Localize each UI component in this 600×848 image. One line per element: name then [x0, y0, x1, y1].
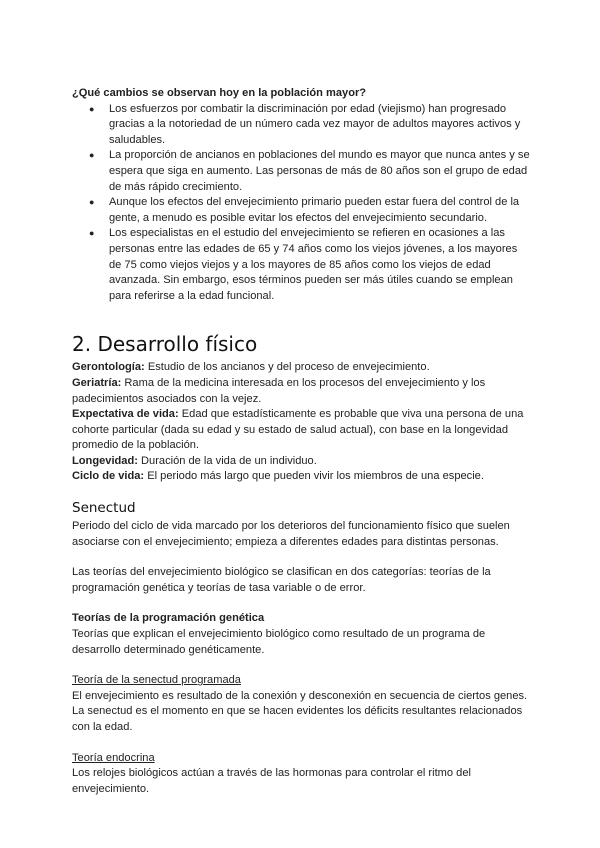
definition-term: Gerontología: [72, 361, 145, 374]
list-item: ● La proporción de ancianos en poblaciones del mundo es mayor que nunca antes y se espera que siga en aumento. Las personas de más de 80 años son el grupo de edad de más rápido crecimiento. [109, 148, 532, 195]
theories-heading: Teorías de la programación genética [72, 612, 265, 625]
paragraph: Las teorías del envejecimiento biológico se clasifican en dos categorías: teorías de la programación genética y teorías de tasa variable o de error. [72, 566, 491, 594]
list-item: ● Los especialistas en el estudio del envejecimiento se refieren en ocasiones a las personas entre las edades de 65 y 74 años como los viejos jóvenes, a los mayores de 75 como viejos viejos y a los mayores de 85 años como los viejos de edad avanzada. Sin embargo, esos términos pueden ser más útiles cuando se emplean para referirse a la edad funcional. [109, 226, 532, 304]
definition-longevidad [72, 454, 532, 470]
definition-ciclo [72, 469, 532, 485]
definition-text: Rama de la medicina interesada en los procesos del envejecimiento y los padecimientos asociados con la vejez. [72, 376, 486, 405]
list-item: ● Aunque los efectos del envejecimiento primario pueden estar fuera del control de la gente, a menudo es posible evitar los efectos del envejecimiento secundario. [109, 195, 532, 226]
definition-geriatria [72, 376, 532, 407]
theory-title: Teoría endocrina [72, 751, 155, 764]
list-item: ● Los esfuerzos por combatir la discriminación por edad (viejismo) han progresado gracias a la notoriedad de un número cada vez mayor de adultos mayores activos y saludables. [109, 102, 532, 149]
theory-title: Teoría de la senectud programada [72, 674, 241, 687]
paragraph: Periodo del ciclo de vida marcado por los deterioros del funcionamiento físico que suelen asociarse con el envejecimiento; empieza a diferentes edades para distintas personas. [72, 520, 510, 548]
definition-text: Duración de la vida de un individuo. [137, 454, 317, 467]
definition-expectativa [72, 407, 532, 454]
definition-text: Edad que estadísticamente es probable que viva una persona de una cohorte particular (dada su edad y su estado de salud actual), con base en la longevidad promedio de la población. [72, 408, 524, 452]
section-title: 2. Desarrollo físico [72, 332, 258, 357]
paragraph: Teorías que explican el envejecimiento biológico como resultado de un programa de desarrollo determinado genéticamente. [72, 628, 486, 656]
definition-term: Longevidad: [72, 454, 138, 467]
definition-term: Expectativa de vida: [72, 408, 179, 421]
question-heading: ¿Qué cambios se observan hoy en la población mayor? [72, 87, 367, 99]
definitions-list [72, 360, 532, 485]
definition-term: Ciclo de vida: [72, 470, 145, 483]
definition-term: Geriatría: [72, 376, 122, 389]
question-bullet-list [72, 102, 532, 305]
subsection-title: Senectud [72, 500, 136, 517]
definition-text: El periodo más largo que pueden vivir los miembros de una especie. [144, 470, 484, 483]
definition-gerontologia [72, 360, 532, 376]
paragraph: El envejecimiento es resultado de la conexión y desconexión en secuencia de ciertos genes. La senectud es el momento en que se hacen evidentes los déficits resultantes relacionados con la edad. [72, 689, 528, 733]
paragraph: Los relojes biológicos actúan a través de las hormonas para controlar el ritmo del envejecimiento. [72, 767, 471, 795]
document-page [72, 86, 532, 797]
definition-text: Estudio de los ancianos y del proceso de envejecimiento. [144, 361, 430, 374]
